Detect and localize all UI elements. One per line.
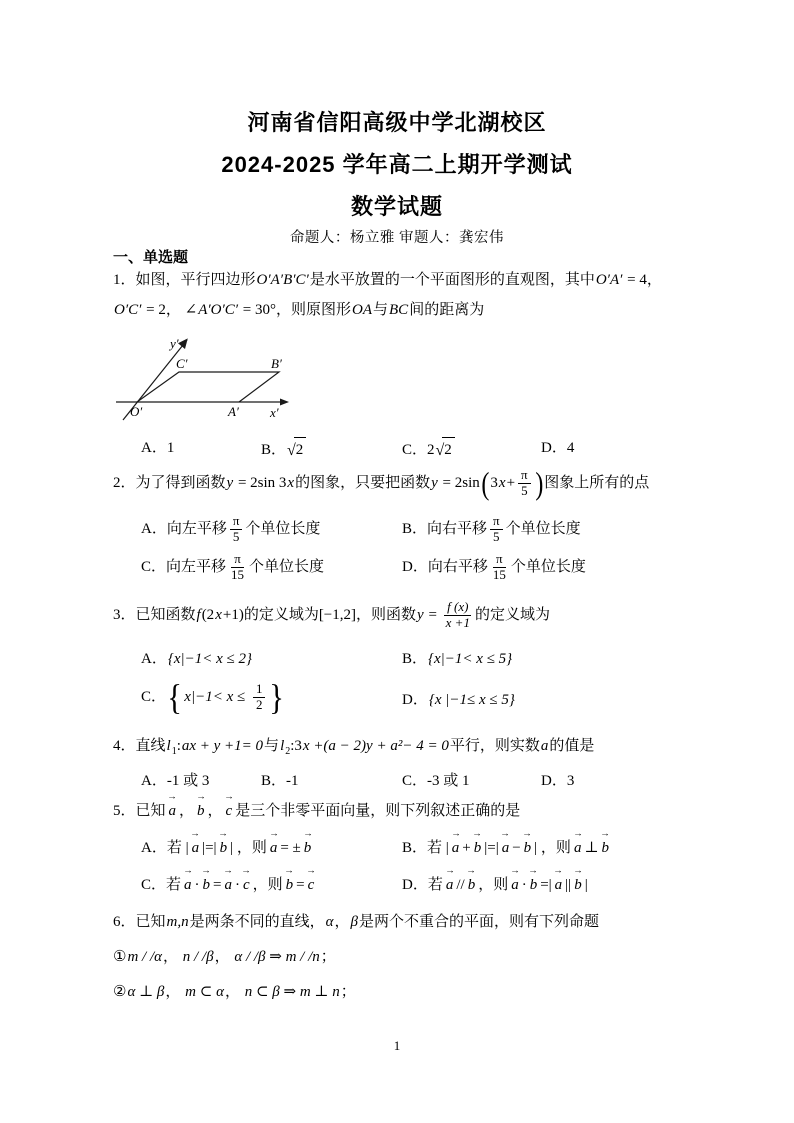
exam-title: 2024-2025 学年高二上期开学测试: [221, 152, 573, 177]
text-run: :: [176, 738, 181, 754]
text-run: 是两个不重合的平面，则有下列命题: [359, 914, 600, 930]
text-run: C．若: [141, 877, 182, 893]
math-vector: → b: [528, 865, 539, 893]
text-run: |: [584, 877, 588, 893]
text-run: 个单位长度: [245, 520, 321, 537]
text-run: A．1: [141, 440, 175, 456]
text-run: A．向左平移: [141, 520, 227, 537]
question-2-stem: 2．为了得到函数y = 2sin 3x的图象，只要把函数y = 2sin(3x+ $\frac{\pi}{5}$ )图象上所有的点: [113, 465, 650, 502]
figure-label-a: A′: [228, 404, 239, 419]
math-sqrt: √2: [287, 437, 306, 461]
text-run: =: [424, 606, 441, 623]
text-run: =|: [540, 877, 552, 893]
text-run: ，则: [252, 877, 283, 893]
math-text: ax + y +1= 0: [181, 738, 264, 754]
text-run: 的图象，只要把函数: [295, 474, 431, 491]
question-6-stem: [113, 911, 599, 933]
math-text: n ⊂ β ⇒ m ⊥ n: [244, 984, 340, 1000]
math-text: {x|−1< x ≤ 5}: [428, 651, 513, 667]
math-text: y: [417, 606, 424, 623]
text-run: B．若 |: [402, 840, 449, 856]
math-vector: → a: [182, 865, 193, 893]
question-1-option-b: [261, 437, 307, 461]
text-run: ①: [113, 949, 127, 965]
question-5-option-a: [141, 828, 314, 859]
text-run: ·: [234, 877, 240, 893]
text-run: 2．为了得到函数: [113, 474, 226, 491]
math-vector: → a: [167, 791, 178, 819]
text-run: +: [506, 474, 516, 491]
text-run: 个单位长度: [505, 520, 581, 537]
math-vector: → b: [472, 828, 483, 856]
text-run: A．: [141, 651, 167, 667]
math-vector: → b: [195, 791, 206, 819]
text-run: D．: [402, 692, 428, 708]
text-run: B．: [402, 651, 428, 667]
text-run: 3: [490, 474, 498, 491]
math-text: x|−1< x ≤: [184, 688, 249, 705]
math-text: l: [280, 738, 285, 754]
text-run: B．向右平移: [402, 520, 488, 537]
text-run: ②: [113, 984, 127, 1000]
math-fraction: $\frac{\pi}{5}$: [518, 468, 531, 499]
math-fraction: $\frac{\pi}{5}$: [490, 514, 503, 545]
math-vector: → c: [306, 865, 316, 893]
text-run: A．若 |: [141, 840, 189, 856]
text-run: |=|: [484, 840, 499, 856]
question-1-stem-line-1: [113, 269, 662, 291]
question-5-option-c: [141, 865, 317, 896]
math-fraction: $\frac{f (x)}{x +1}$: [445, 599, 470, 630]
math-vector: → b: [466, 865, 477, 893]
question-6-proposition-1: [113, 946, 336, 968]
question-1-option-d: [541, 437, 574, 459]
math-vector: → a: [450, 828, 461, 856]
question-4-option-b: [261, 770, 299, 792]
question-4-option-d: [541, 770, 574, 792]
math-text: x: [287, 474, 295, 491]
text-run: +1)的定义域为[−1,2]，则函数: [222, 606, 417, 623]
text-run: ，: [163, 949, 182, 965]
text-run: 6．已知: [113, 914, 166, 930]
question-3-option-d: [402, 689, 516, 711]
math-text: x: [215, 606, 222, 623]
math-text: β: [350, 914, 358, 930]
question-2-option-c: [141, 552, 324, 583]
text-run: :3: [290, 738, 302, 754]
math-text: {x|−1< x ≤ 2}: [167, 651, 253, 667]
math-vector: → a: [572, 828, 583, 856]
text-run: 是三个非零平面向量，则下列叙述正确的是: [235, 803, 521, 819]
math-text: x +(a − 2)y + a²− 4 = 0: [302, 738, 449, 754]
question-1-option-c: [402, 437, 456, 461]
math-text: a: [540, 738, 549, 754]
text-run: ·: [521, 877, 527, 893]
question-5-stem: [113, 791, 521, 822]
text-run: | ，则: [230, 840, 267, 856]
math-vector: → b: [522, 828, 533, 856]
math-text: α: [325, 914, 334, 930]
text-run: ⊥: [584, 840, 599, 856]
math-vector: → a: [500, 828, 511, 856]
text-run: 个单位长度: [249, 558, 325, 575]
text-run: = 30°，则原图形: [239, 302, 351, 318]
subject-title: 数学试题: [350, 194, 443, 219]
text-run: = 4，: [623, 272, 662, 288]
math-vector: → b: [600, 828, 611, 856]
figure-y-arrowhead: [178, 336, 191, 349]
text-run: ；: [340, 984, 356, 1000]
math-sqrt: √2: [436, 437, 455, 461]
text-run: 个单位长度: [510, 558, 586, 575]
text-run: ，: [179, 803, 195, 819]
text-run: = 2sin: [438, 474, 480, 491]
math-text: m / /α: [127, 949, 162, 965]
text-run: 3．已知函数: [113, 606, 196, 623]
math-vector: → a: [223, 865, 234, 893]
math-text: O′C′: [114, 302, 142, 318]
math-vector: → b: [284, 865, 295, 893]
text-run: D．向右平移: [402, 558, 488, 575]
math-text: OA: [352, 302, 372, 318]
question-4-option-a: [141, 770, 209, 792]
math-subscript: 2: [285, 746, 291, 757]
math-fraction: $\frac{\pi}{15}$: [231, 551, 245, 582]
text-run: ，: [214, 949, 234, 965]
math-vector: → a: [510, 865, 520, 893]
math-vector: → b: [218, 828, 229, 856]
text-run: 1．如图，平行四边形: [113, 272, 256, 288]
math-text: y: [431, 474, 438, 491]
question-3-stem: [113, 600, 550, 631]
text-run: ，: [334, 914, 350, 930]
question-5-option-b: [402, 828, 612, 859]
math-text: α ⊥ β: [127, 984, 165, 1000]
figure-label-b: B′: [271, 356, 282, 371]
text-run: B．: [261, 442, 287, 458]
text-run: D．4: [541, 440, 575, 456]
math-text: O′A′: [595, 272, 623, 288]
question-2-option-a: [141, 514, 320, 545]
math-text: α / /β ⇒ m / /n: [234, 949, 320, 965]
math-subscript: 1: [171, 746, 177, 757]
text-run: ；: [320, 949, 336, 965]
question-6-proposition-2: [113, 981, 356, 1003]
text-run: C．2: [402, 442, 435, 458]
text-run: 图象上所有的点: [544, 474, 650, 491]
question-3-option-c: C．{ x|−1< x ≤ $\frac{1}{2}$ }: [141, 677, 285, 718]
figure-label-o: O′: [130, 404, 143, 419]
math-vector: → a: [268, 828, 279, 856]
question-3-option-b: [402, 648, 513, 670]
question-4-stem: [113, 735, 594, 757]
text-run: | ，则: [534, 840, 571, 856]
text-run: C．向左平移: [141, 558, 227, 575]
text-run: +: [462, 840, 471, 856]
question-1-stem-line-2: [113, 299, 484, 321]
question-4-option-c: [402, 770, 470, 792]
text-run: ||: [565, 877, 572, 893]
math-text: l: [166, 738, 171, 754]
math-text: y: [226, 474, 234, 491]
figure-label-c: C′: [176, 356, 188, 371]
math-text: n / /β: [182, 949, 214, 965]
math-text: O′A′B′C′: [256, 272, 309, 288]
text-run: //: [456, 877, 465, 893]
exam-authors: 命题人：杨立雅 审题人：龚宏伟: [289, 230, 505, 246]
math-vector: → b: [572, 865, 583, 893]
figure-label-x-axis: x′: [270, 405, 279, 420]
text-run: D．若: [402, 877, 443, 893]
figure-label-y-axis: y′: [170, 336, 179, 351]
text-run: |=|: [202, 840, 217, 856]
text-run: = 2sin 3: [234, 474, 287, 491]
text-run: 5．已知: [113, 803, 166, 819]
math-text: BC: [389, 302, 409, 318]
text-run: 间的距离为: [409, 302, 485, 318]
math-fraction: $\frac{\pi}{15}$: [492, 551, 506, 582]
text-run: 4．直线: [113, 738, 166, 754]
text-run: 平行，则实数: [449, 738, 540, 754]
text-run: ·: [194, 877, 200, 893]
text-run: (2: [201, 606, 215, 623]
math-vector: → b: [201, 865, 212, 893]
math-vector: → b: [302, 828, 313, 856]
math-text: m,n: [166, 914, 189, 930]
math-text: x: [498, 474, 506, 491]
text-run: 是两条不同的直线，: [189, 914, 325, 930]
text-run: 与: [264, 738, 280, 754]
text-run: 的值是: [549, 738, 595, 754]
text-run: C．: [141, 688, 167, 705]
math-fraction: $\frac{\pi}{5}$: [230, 514, 243, 545]
question-2-option-d: [402, 552, 586, 583]
question-5-option-d: [402, 865, 588, 896]
math-text: m ⊂ α: [185, 984, 224, 1000]
question-1-option-a: [141, 437, 174, 459]
text-run: ，: [165, 984, 185, 1000]
math-vector: → a: [553, 865, 564, 893]
section-heading: 一、单选题: [113, 249, 189, 266]
school-title: 河南省信阳高级中学北湖校区: [247, 110, 547, 135]
text-run: A．-1 或 3: [141, 773, 210, 789]
text-run: = 2， ∠: [142, 302, 198, 318]
text-run: D．3: [541, 773, 575, 789]
text-run: ，: [224, 984, 244, 1000]
text-run: ，: [207, 803, 223, 819]
text-run: 是水平放置的一个平面图形的直观图，其中: [309, 272, 595, 288]
text-run: ，则: [478, 877, 509, 893]
text-run: =: [213, 877, 222, 893]
math-fraction: $\frac{1}{2}$: [253, 682, 266, 713]
math-text: {x |−1≤ x ≤ 5}: [428, 692, 515, 708]
question-1-figure: [108, 332, 298, 428]
math-vector: → a: [444, 865, 455, 893]
text-run: =: [296, 877, 305, 893]
math-text: f: [196, 606, 201, 623]
text-run: 的定义域为: [474, 606, 550, 623]
question-3-option-a: [141, 648, 253, 670]
text-run: = ±: [280, 840, 301, 856]
text-run: B．-1: [261, 773, 299, 789]
math-vector: → c: [241, 865, 252, 893]
math-vector: → a: [190, 828, 201, 856]
text-run: C．-3 或 1: [402, 773, 470, 789]
figure-x-arrowhead: [280, 399, 289, 406]
math-text: A′O′C′: [198, 302, 239, 318]
question-2-option-b: [402, 514, 581, 545]
page-number: 1: [393, 1038, 401, 1053]
text-run: −: [512, 840, 521, 856]
math-vector: → c: [223, 791, 234, 819]
text-run: 与: [373, 302, 389, 318]
